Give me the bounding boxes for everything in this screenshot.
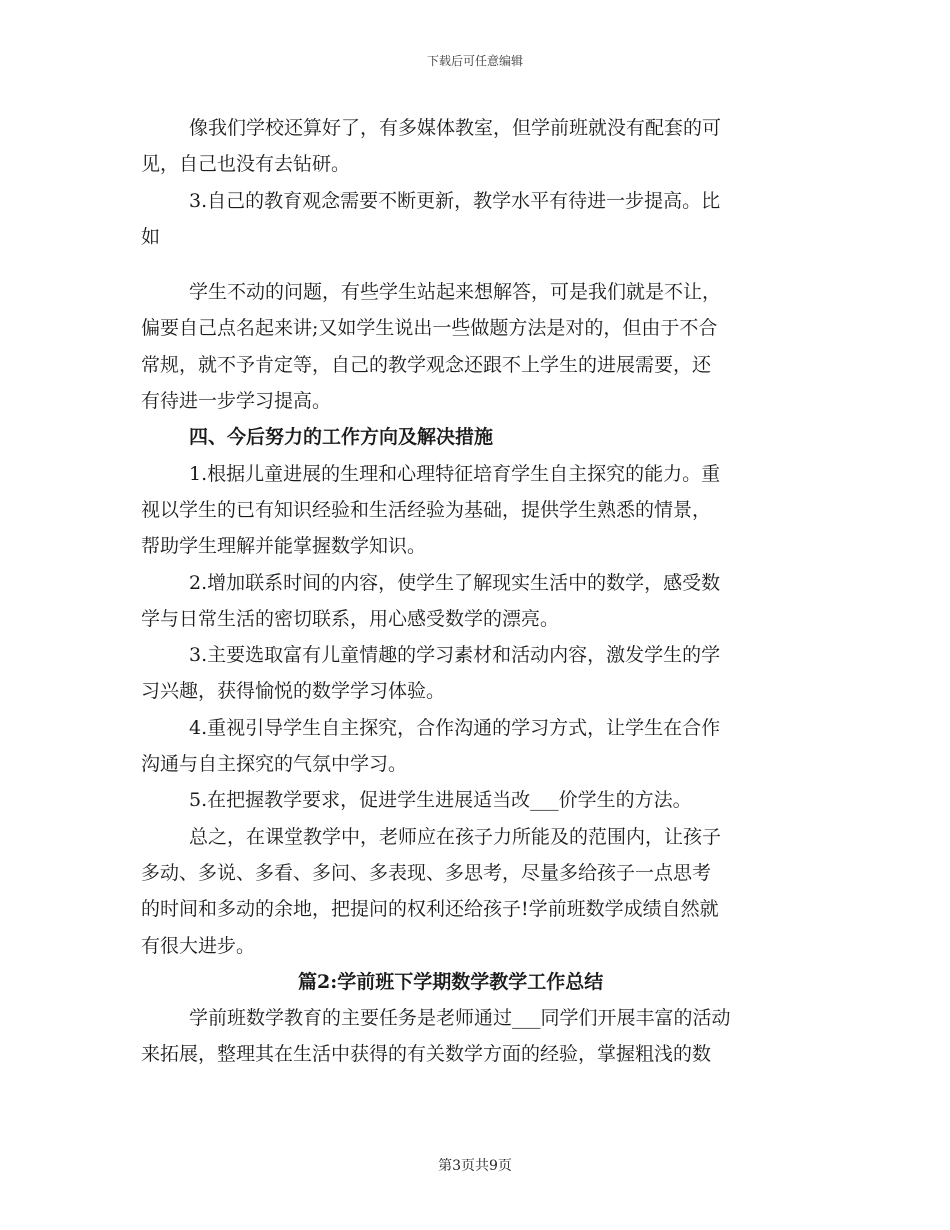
text-line: 帮助学生理解并能掌握数学知识。 bbox=[141, 535, 427, 558]
page-header: 下载后可任意编辑 bbox=[426, 54, 523, 68]
text-line: 多动、多说、多看、多问、多表现、多思考，尽量多给孩子一点思考 bbox=[141, 861, 712, 884]
text-line: 4.重视引导学生自主探究，合作沟通的学习方式，让学生在合作 bbox=[189, 716, 721, 739]
page-footer: 第3页共9页 bbox=[438, 1158, 512, 1174]
text-line: 视以学生的已有知识经验和生活经验为基础，提供学生熟悉的情景， bbox=[141, 498, 712, 521]
text-line: 5.在把握教学要求，促进学生进展适当改___价学生的方法。 bbox=[189, 789, 692, 812]
text-line: 习兴趣，获得愉悦的数学学习体验。 bbox=[141, 680, 446, 703]
text-line: 3.自己的教育观念需要不断更新，教学水平有待进一步提高。比 bbox=[189, 189, 721, 212]
text-line: 总之，在课堂教学中，老师应在孩子力所能及的范围内，让孩子 bbox=[189, 825, 722, 848]
chapter-heading: 篇2:学前班下学期数学教学工作总结 bbox=[298, 970, 604, 993]
text-line: 像我们学校还算好了，有多媒体教室，但学前班就没有配套的可 bbox=[189, 117, 722, 139]
text-line: 1.根据儿童进展的生理和心理特征培育学生自主探究的能力。重 bbox=[189, 462, 721, 485]
text-line: 来拓展，整理其在生活中获得的有关数学方面的经验，掌握粗浅的数 bbox=[141, 1043, 712, 1066]
text-line: 3.主要选取富有儿童情趣的学习素材和活动内容，激发学生的学 bbox=[189, 644, 721, 667]
document-body bbox=[141, 110, 811, 1073]
text-line: 学生不动的问题，有些学生站起来想解答，可是我们就是不让， bbox=[189, 281, 722, 304]
text-line: 见，自己也没有去钻研。 bbox=[141, 153, 351, 176]
text-line: 有待进一步学习提高。 bbox=[141, 390, 332, 413]
text-line: 学与日常生活的密切联系，用心感受数学的漂亮。 bbox=[141, 607, 560, 630]
text-line: 常规，就不予肯定等，自己的教学观念还跟不上学生的进展需要，还 bbox=[141, 353, 712, 376]
text-line: 2.增加联系时间的内容，使学生了解现实生活中的数学，感受数 bbox=[189, 571, 721, 594]
text-line: 的时间和多动的余地，把提问的权利还给孩子!学前班数学成绩自然就 bbox=[141, 898, 719, 921]
text-line: 沟通与自主探究的气氛中学习。 bbox=[141, 753, 408, 776]
text-line: 学前班数学教育的主要任务是老师通过___同学们开展丰富的活动 bbox=[189, 1007, 731, 1030]
text-line: 偏要自己点名起来讲;又如学生说出一些做题方法是对的，但由于不合 bbox=[141, 317, 718, 340]
section-heading: 四、今后努力的工作方向及解决措施 bbox=[189, 426, 494, 449]
text-line: 如 bbox=[141, 225, 161, 248]
text-line: 有很大进步。 bbox=[141, 934, 256, 957]
